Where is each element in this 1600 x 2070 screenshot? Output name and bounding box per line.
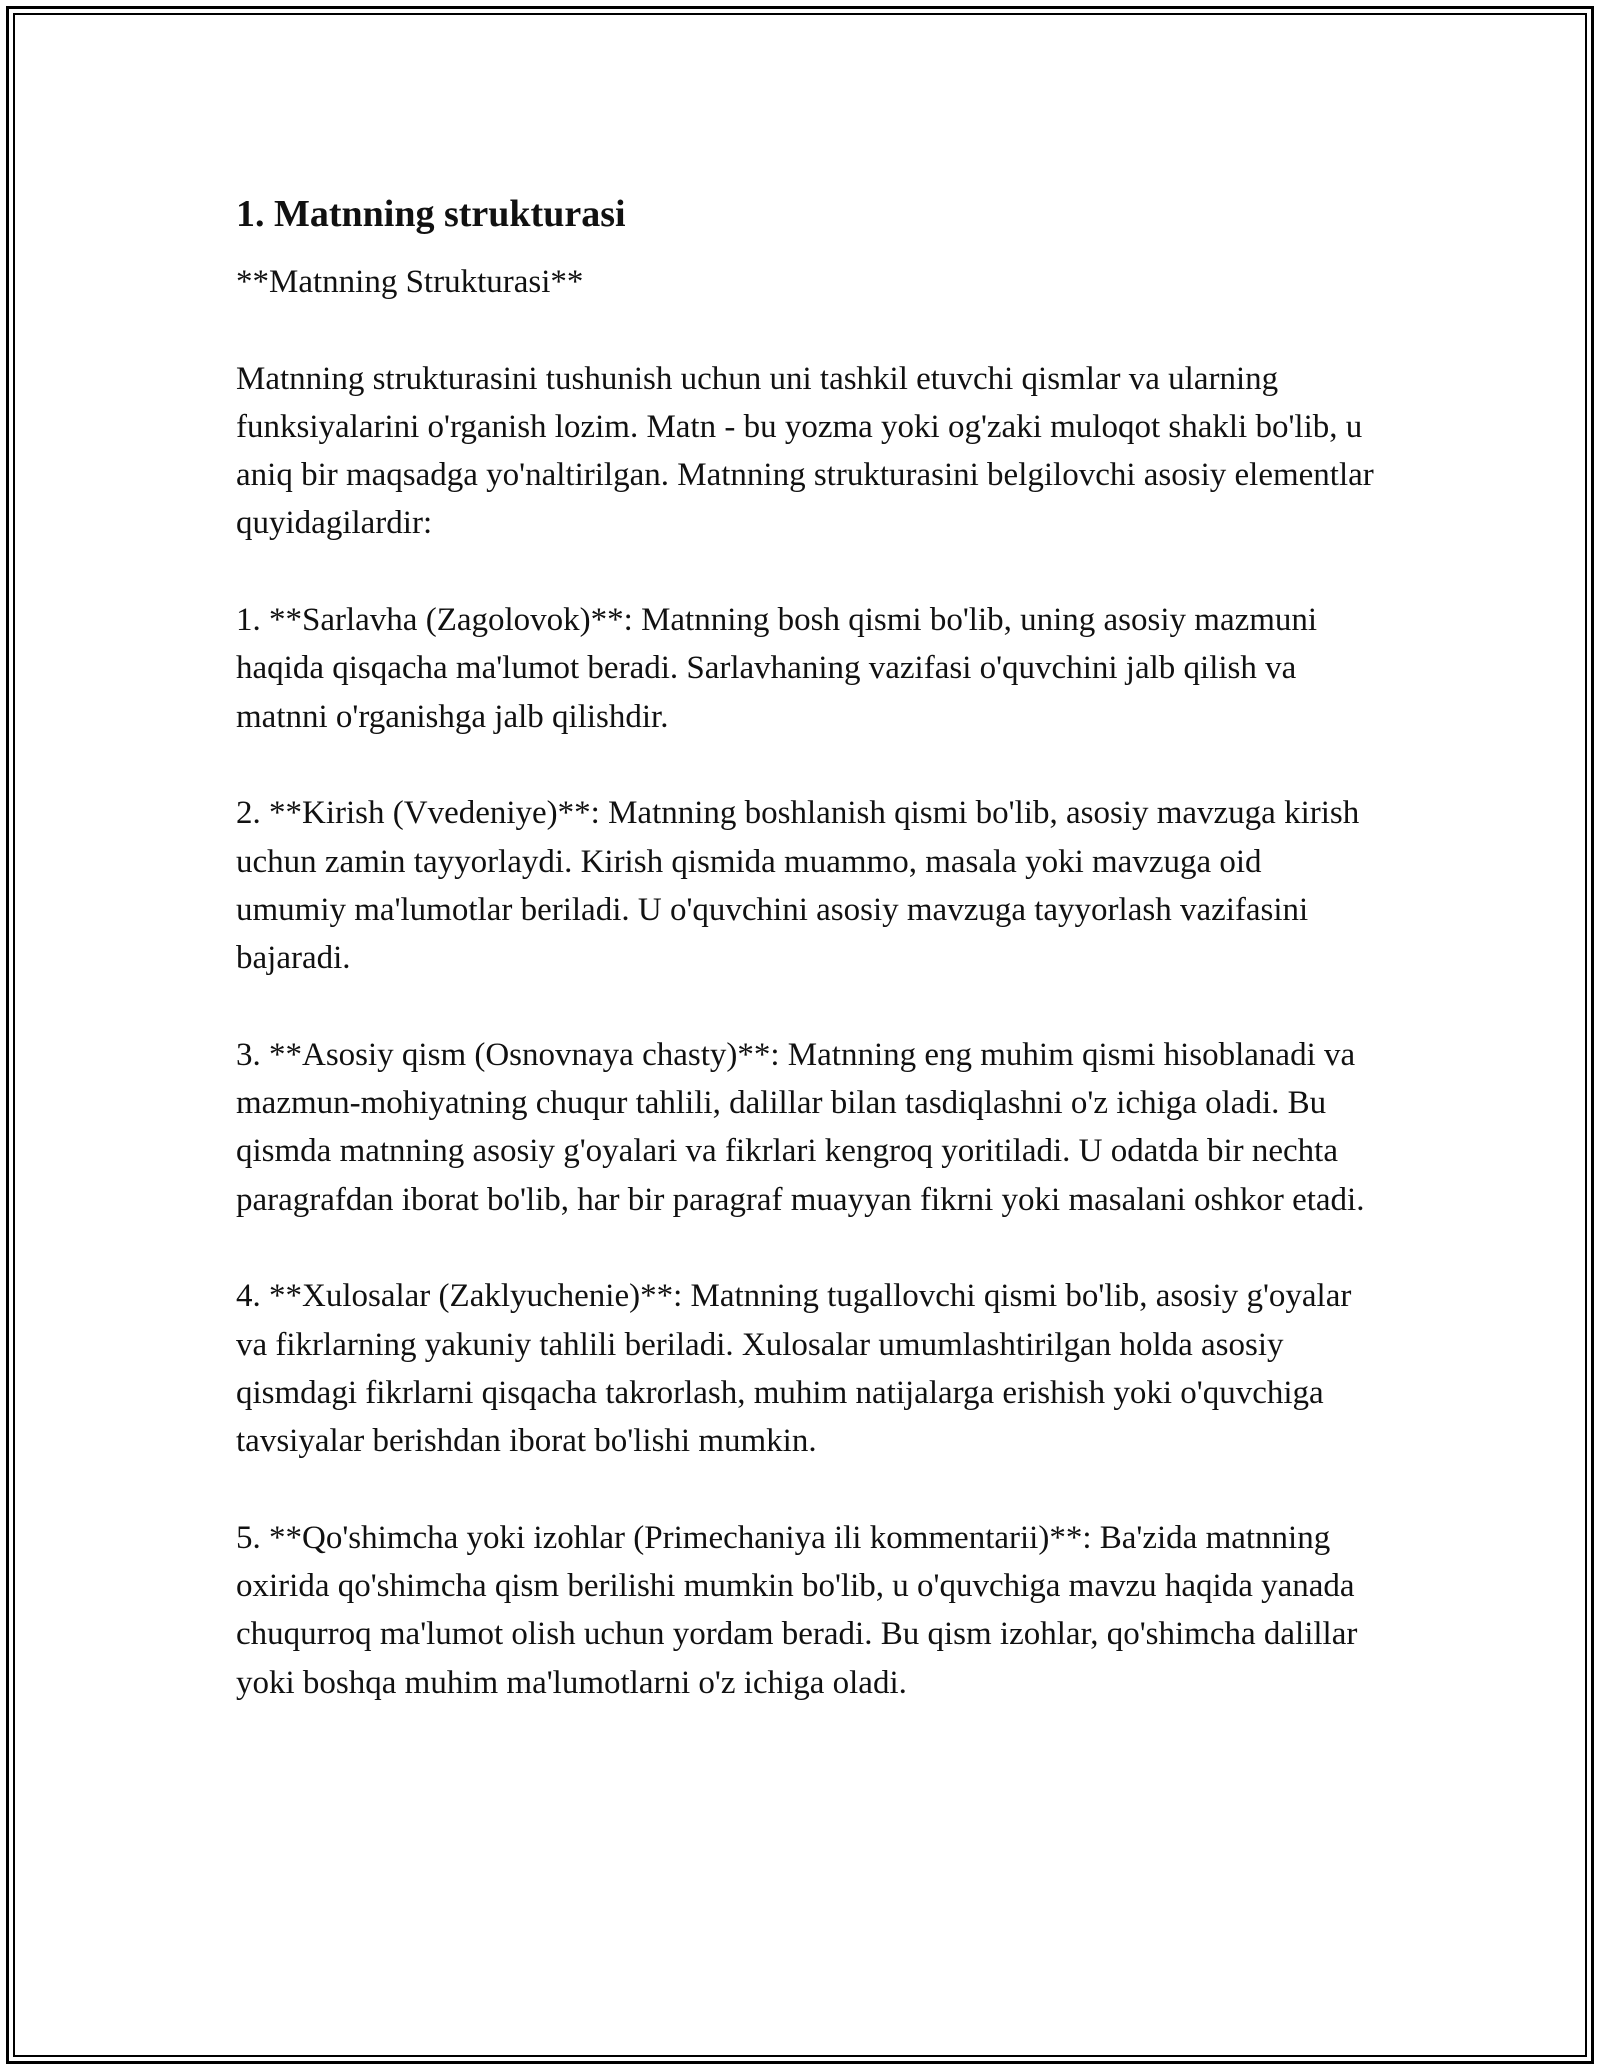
list-item-xulosalar: 4. **Xulosalar (Zaklyuchenie)**: Matnning tugallovchi qismi bo'lib, asosiy g'oyalar va fikrlarning yakuniy tahlili beriladi. Xulosalar umumlashtirilgan holda asosiy qismdagi fikrlarni qisqacha takrorlash, muhim natijalarga erishish yoki o'quvchiga tavsiyalar berishdan iborat bo'lishi mumkin. (236, 1278, 1352, 1460)
list-item-asosiy-qism: 3. **Asosiy qism (Osnovnaya chasty)**: Matnning eng muhim qismi hisoblanadi va mazmun-mohiyatning chuqur tahlili, dalillar bilan tasdiqlashni o'z ichiga oladi. Bu qismda matnning asosiy g'oyalari va fikrlari kengroq yoritiladi. U odatda bir nechta paragrafdan iborat bo'lib, har bir paragraf muayyan fikrni yoki masalani oshkor etadi. (236, 1036, 1365, 1218)
intro-paragraph: Matnning strukturasini tushunish uchun uni tashkil etuvchi qismlar va ularning funksiyalarini o'rganish lozim. Matn - bu yozma yoki og'zaki muloqot shakli bo'lib, u aniq bir maqsadga yo'naltirilgan. Matnning strukturasini belgilovchi asosiy elementlar quyidagilardir: (236, 360, 1374, 542)
subtitle-paragraph: **Matnning Strukturasi** (236, 264, 584, 300)
page-title: 1. Matnning strukturasi (236, 193, 626, 235)
document-body (236, 188, 1376, 1707)
list-item-qoshimcha: 5. **Qo'shimcha yoki izohlar (Primechaniya ili kommentarii)**: Ba'zida matnning oxirida qo'shimcha qism berilishi mumkin bo'lib, u o'quvchiga mavzu haqida yanada chuqurroq ma'lumot olish uchun yordam beradi. Bu qism izohlar, qo'shimcha dalillar yoki boshqa muhim ma'lumotlarni o'z ichiga oladi. (236, 1519, 1358, 1701)
list-item-kirish: 2. **Kirish (Vvedeniye)**: Matnning boshlanish qismi bo'lib, asosiy mavzuga kirish uchun zamin tayyorlaydi. Kirish qismida muammo, masala yoki mavzuga oid umumiy ma'lumotlar beriladi. U o'quvchini asosiy mavzuga tayyorlash vazifasini bajaradi. (236, 795, 1360, 977)
list-item-sarlavha: 1. **Sarlavha (Zagolovok)**: Matnning bosh qismi bo'lib, uning asosiy mazmuni haqida qisqacha ma'lumot beradi. Sarlavhaning vazifasi o'quvchini jalb qilish va matnni o'rganishga jalb qilishdir. (236, 602, 1318, 735)
